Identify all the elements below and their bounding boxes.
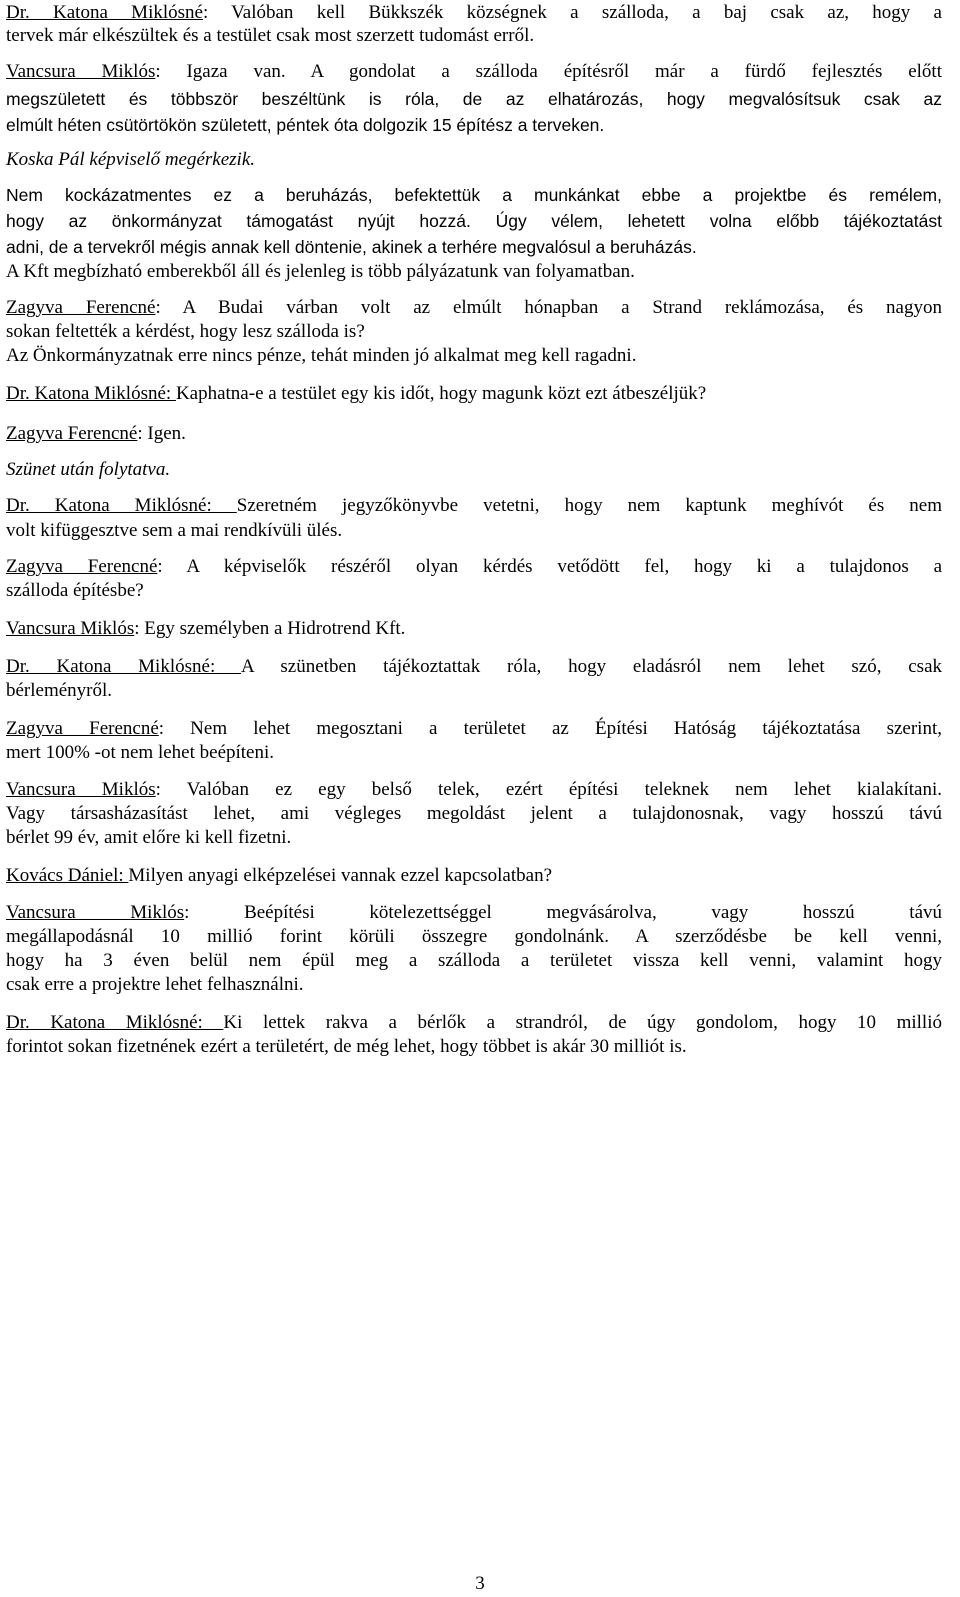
paragraph-line (6, 114, 942, 136)
line-text: : A képviselők részéről olyan kérdés vetődött fel, hogy ki a tulajdonos a (157, 556, 942, 577)
paragraph-line (6, 656, 942, 678)
paragraph-line (6, 236, 942, 258)
speaker-name: Vancsura Miklós (6, 779, 156, 800)
line-text: Szünet után folytatva. (6, 459, 171, 480)
paragraph-line (6, 520, 942, 542)
stage-note (6, 459, 942, 481)
paragraph-line (6, 926, 942, 948)
paragraph-line (6, 803, 942, 825)
speaker-name: Dr. Katona Miklósné: (6, 656, 241, 677)
line-text: forintot sokan fizetnének ezért a területért, de még lehet, hogy többet is akár 30 milliót is. (6, 1036, 687, 1057)
speaker-name: Dr. Katona Miklósné: (6, 1012, 224, 1033)
line-text: bérleményről. (6, 680, 113, 701)
line-text: elmúlt héten csütörtökön született, péntek óta dolgozik 15 építész a terveken. (6, 115, 605, 135)
paragraph-line (6, 1036, 942, 1058)
line-text: : Igen. (137, 423, 186, 444)
paragraph-line (6, 423, 942, 445)
line-text: csak erre a projektre lehet felhasználni. (6, 974, 304, 995)
line-text: Nem kockázatmentes ez a beruházás, befektettük a munkánkat ebbe a projektbe és remélem, (6, 185, 942, 205)
speaker-name: Kovács Dániel: (6, 865, 129, 886)
speaker-name: Zagyva Ferencné (6, 423, 138, 444)
speaker-name: Vancsura Miklós (6, 902, 185, 923)
line-text: megszületett és többször beszéltünk is róla, de az elhatározás, hogy megvalósítsuk csak az (6, 89, 942, 109)
line-text: A szünetben tájékoztattak róla, hogy eladásról nem lehet szó, csak (240, 656, 942, 677)
paragraph-line (6, 321, 942, 343)
paragraph-line (6, 902, 942, 924)
speaker-name: Zagyva Ferencné (6, 556, 158, 577)
speaker-name: Dr. Katona Miklósné: (6, 495, 237, 516)
paragraph-line (6, 680, 942, 702)
paragraph-line (6, 556, 942, 578)
line-text: tervek már elkészültek és a testület csak most szerzett tudomást erről. (6, 25, 535, 46)
paragraph-line (6, 779, 942, 801)
line-text: : Valóban kell Bükkszék községnek a szálloda, a baj csak az, hogy a (202, 2, 942, 23)
paragraph-line (6, 495, 942, 517)
speaker-name: Dr. Katona Miklósné: (6, 383, 176, 404)
line-text: Kaphatna-e a testület egy kis időt, hogy magunk közt ezt átbeszéljük? (175, 383, 707, 404)
speaker-name: Dr. Katona Miklósné (6, 2, 203, 23)
line-text: megállapodásnál 10 millió forint körüli összegre gondolnánk. A szerződésbe be kell venni, (6, 926, 942, 947)
line-text: Vagy társasházasítást lehet, ami végleges megoldást jelent a tulajdonosnak, vagy hosszú távú (6, 803, 942, 824)
paragraph-line (6, 383, 942, 405)
line-text: adni, de a tervekről mégis annak kell döntenie, akinek a terhére megvalósul a beruházás. (6, 237, 697, 257)
line-text: : Igaza van. A gondolat a szálloda építésről már a fürdő fejlesztés előtt (155, 61, 942, 82)
line-text: hogy az önkormányzat támogatást nyújt hozzá. Úgy vélem, lehetett volna előbb tájékoztatást (6, 211, 942, 231)
line-text: Koska Pál képviselő megérkezik. (6, 149, 256, 170)
line-text: Az Önkormányzatnak erre nincs pénze, tehát minden jó alkalmat meg kell ragadni. (6, 345, 637, 366)
paragraph-line (6, 1012, 942, 1034)
paragraph-line (6, 865, 942, 887)
page-number: 3 (475, 1573, 485, 1594)
line-text: Szeretném jegyzőkönyvbe vetetni, hogy nem kaptunk meghívót és nem (236, 495, 942, 516)
line-text: : A Budai várban volt az elmúlt hónapban a Strand reklámozása, és nagyon (155, 297, 942, 318)
paragraph-line (6, 742, 942, 764)
line-text: A Kft megbízható emberekből áll és jelenleg is több pályázatunk van folyamatban. (6, 261, 635, 282)
line-text: Ki lettek rakva a bérlők a strandról, de úgy gondolom, hogy 10 millió (223, 1012, 942, 1033)
speaker-name: Vancsura Miklós (6, 61, 156, 82)
line-text: : Beépítési kötelezettséggel megvásárolva, vagy hosszú távú (184, 902, 943, 923)
paragraph-line (6, 25, 942, 47)
line-text: szálloda építésbe? (6, 580, 144, 601)
line-text: hogy ha 3 éven belül nem épül meg a szálloda a területet vissza kell venni, valamint hogy (6, 950, 942, 971)
line-text: mert 100% -ot nem lehet beépíteni. (6, 742, 275, 763)
paragraph-line (6, 618, 942, 640)
paragraph-line (6, 297, 942, 319)
paragraph-line (6, 61, 942, 83)
paragraph-line (6, 950, 942, 972)
paragraph-line (6, 261, 942, 283)
speaker-name: Zagyva Ferencné (6, 297, 156, 318)
paragraph-line (6, 580, 942, 602)
paragraph-line (6, 2, 942, 24)
line-text: Milyen anyagi elképzelései vannak ezzel kapcsolatban? (128, 865, 553, 886)
line-text: bérlet 99 év, amit előre ki kell fizetni. (6, 827, 292, 848)
paragraph-line (6, 88, 942, 110)
paragraph-line (6, 345, 942, 367)
line-text: sokan feltették a kérdést, hogy lesz szálloda is? (6, 321, 365, 342)
line-text: : Nem lehet megosztani a területet az Építési Hatóság tájékoztatása szerint, (158, 718, 942, 739)
line-text: : Valóban ez egy belső telek, ezért építési teleknek nem lehet kialakítani. (155, 779, 943, 800)
paragraph-line (6, 827, 942, 849)
paragraph-line (6, 184, 942, 206)
paragraph-line (6, 718, 942, 740)
speaker-name: Vancsura Miklós (6, 618, 135, 639)
line-text: : Egy személyben a Hidrotrend Kft. (134, 618, 406, 639)
line-text: volt kifüggesztve sem a mai rendkívüli ülés. (6, 520, 343, 541)
speaker-name: Zagyva Ferencné (6, 718, 159, 739)
stage-note (6, 149, 942, 171)
paragraph-line (6, 974, 942, 996)
paragraph-line (6, 210, 942, 232)
